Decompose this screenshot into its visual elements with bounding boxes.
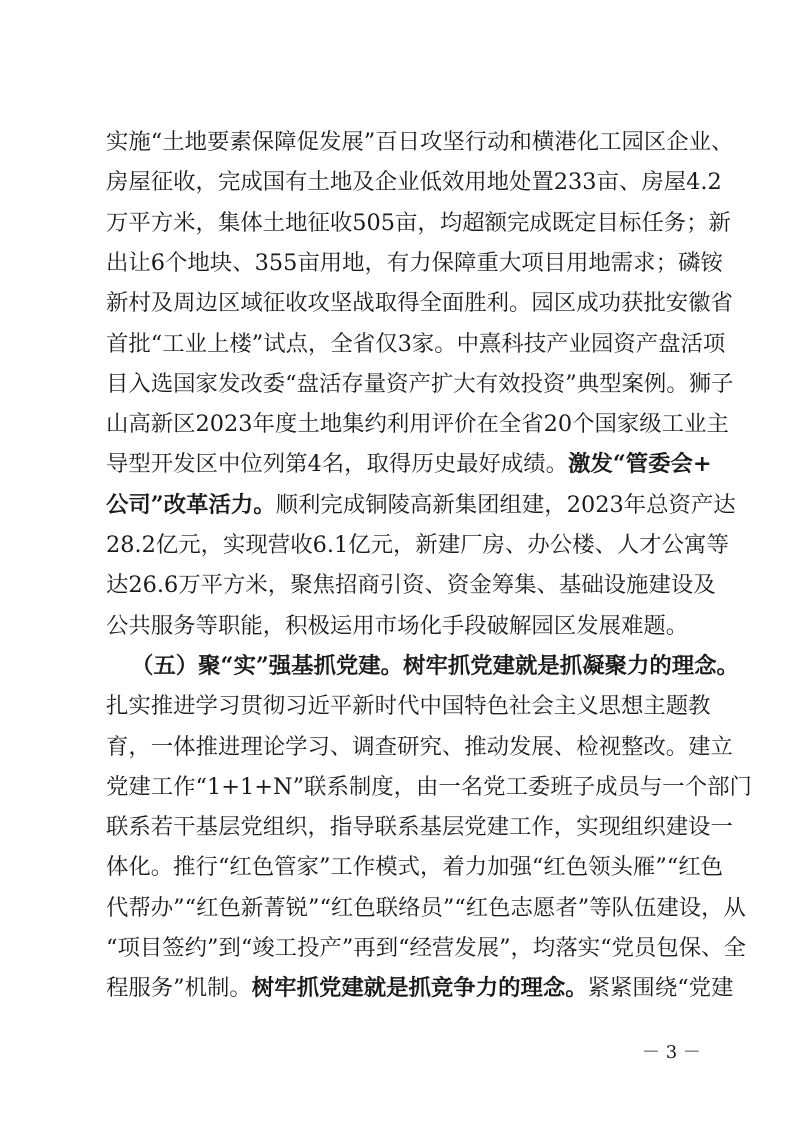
text-run: 28.2亿元，实现营收6.1亿元，新建厂房、办公楼、人才公寓等 — [106, 532, 729, 558]
bold-text-run: 激发“管委会+ — [568, 451, 712, 477]
text-line — [131, 646, 739, 686]
text-line — [106, 324, 726, 364]
text-line — [106, 404, 729, 444]
bold-text-run: 树牢抓党建就是抓竞争力的理念。 — [251, 975, 588, 1001]
text-line — [106, 162, 722, 202]
text-line — [106, 203, 731, 243]
bold-text-run: 公司”改革活力。 — [106, 492, 276, 518]
text-line — [106, 686, 711, 726]
text-line — [106, 444, 712, 484]
text-run: 公共服务等职能，积极运用市场化手段破解园区发展难题。 — [106, 613, 689, 639]
text-run: 出让6个地块、355亩用地，有力保障重大项目用地需求；磷铵 — [106, 250, 723, 276]
text-run: “项目签约”到“竣工投产”再到“经营发展”，均落实“党员包保、全 — [106, 935, 746, 961]
text-line — [106, 888, 746, 928]
text-run: 达26.6万平方米，聚焦招商引资、资金筹集、基础设施建设及 — [106, 572, 716, 598]
text-line — [106, 485, 736, 525]
text-line — [106, 767, 752, 807]
text-run: 扎实推进学习贯彻习近平新时代中国特色社会主义思想主题教 — [106, 693, 711, 719]
bold-text-run: （五）聚“实”强基抓党建。树牢抓党建就是抓凝聚力的理念。 — [131, 653, 739, 679]
text-run: 首批“工业上楼”试点，全省仅3家。中熹科技产业园资产盘活项 — [106, 331, 726, 357]
text-run: 代帮办”“红色新菁锐”“红色联络员”“红色志愿者”等队伍建设，从 — [106, 895, 746, 921]
text-line — [106, 364, 734, 404]
text-run: 顺利完成铜陵高新集团组建，2023年总资产达 — [275, 492, 736, 518]
page-number: － 3 － — [642, 1042, 701, 1063]
text-run: 紧紧围绕“党建 — [587, 975, 734, 1001]
text-line — [106, 122, 734, 162]
text-run: 程服务”机制。 — [106, 975, 252, 1001]
text-line — [106, 283, 733, 323]
text-run: 房屋征收，完成国有土地及企业低效用地处置233亩、房屋4.2 — [106, 169, 722, 195]
text-line — [106, 847, 723, 887]
text-line — [106, 565, 716, 605]
text-line — [106, 928, 746, 968]
text-run: 体化。推行“红色管家”工作模式，着力加强“红色领头雁”“红色 — [106, 854, 723, 880]
text-run: 育，一体推进理论学习、调查研究、推动发展、检视整改。建立 — [106, 734, 733, 760]
text-line — [106, 525, 729, 565]
text-line — [106, 807, 733, 847]
text-run: 万平方米，集体土地征收505亩，均超额完成既定目标任务；新 — [106, 210, 731, 236]
text-run: 实施“土地要素保障促发展”百日攻坚行动和横港化工园区企业、 — [106, 129, 734, 155]
text-run: 山高新区2023年度土地集约利用评价在全省20个国家级工业主 — [106, 411, 729, 437]
text-line — [106, 243, 723, 283]
text-line — [106, 727, 733, 767]
text-run: 导型开发区中位列第4名，取得历史最好成绩。 — [106, 451, 569, 477]
text-line — [106, 968, 734, 1008]
text-run: 新村及周边区域征收攻坚战取得全面胜利。园区成功获批安徽省 — [106, 290, 733, 316]
text-line — [106, 606, 688, 646]
text-run: 联系若干基层党组织，指导联系基层党建工作，实现组织建设一 — [106, 814, 733, 840]
text-run: 目入选国家发改委“盘活存量资产扩大有效投资”典型案例。狮子 — [106, 371, 734, 397]
text-run: 党建工作“1+1+N”联系制度，由一名党工委班子成员与一个部门 — [106, 774, 752, 800]
